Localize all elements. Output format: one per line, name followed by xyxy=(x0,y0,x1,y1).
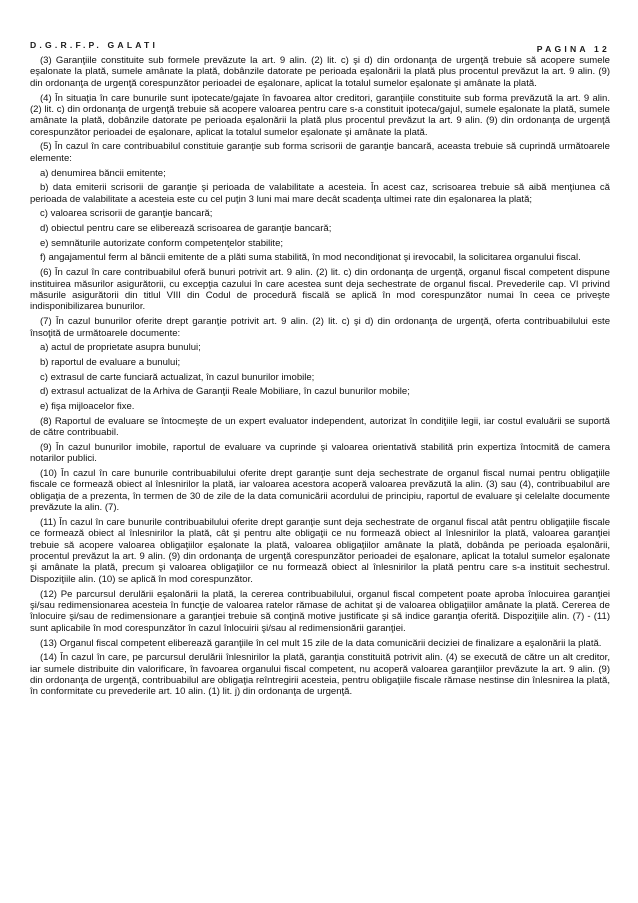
paragraph-12: (12) Pe parcursul derulării eşalonării la plată, la cererea contribuabilului, organul fiscal competent poate aproba înlocuirea garanţiei şi/sau redimensionarea acesteia în funcţie de valoarea ratelor rămase de achitat şi de valoarea obligaţiilor amânate la plată. Cererea de înlocuire şi/sau de redimensionare a garanţiei trebuie să conţină motive justificate şi să indice garanţia oferită. Dispoziţiile alin. (7) - (11) sunt aplicabile în mod corespunzător în cazul înlocuirii şi/sau al redimensionării garanţiei. xyxy=(30,588,610,634)
document-body xyxy=(30,55,610,701)
list-item-5b: b) data emiterii scrisorii de garanţie şi perioada de valabilitate a acesteia. În acest caz, scrisoarea trebuie să aibă menţiunea că perioada de valabilitate a acesteia este cu cel puţin 3 luni mai mare decât scadenţa ultimei rate din eşalonarea la plată; xyxy=(30,182,610,205)
paragraph-8: (8) Raportul de evaluare se întocmeşte de un expert evaluator independent, autorizat în condiţiile legii, iar costul evaluării se suportă de către contribuabil. xyxy=(30,415,610,439)
list-item-7b: b) raportul de evaluare a bunului; xyxy=(40,356,181,368)
header-institution: D.G.R.F.P. GALATI xyxy=(30,40,159,50)
list-item-5e: e) semnăturile autorizate conform competenţelor stabilite; xyxy=(40,237,284,249)
paragraph-5: (5) În cazul în care contribuabilul constituie garanţie sub forma scrisorii de garanţie bancară, aceasta trebuie să cuprindă următoarele elemente: xyxy=(30,141,610,164)
paragraph-13: (13) Organul fiscal competent eliberează garanţiile în cel mult 15 zile de la data comunicării deciziei de finalizare a eşalonării la plată. xyxy=(40,637,602,649)
page-header xyxy=(30,40,610,54)
paragraph-6: (6) În cazul în care contribuabilul oferă bunuri potrivit art. 9 alin. (2) lit. c) din ordonanţa de urgenţă, organul fiscal competent dispune instituirea măsurilor asigurătorii, cu excepţia cazului în care acestea sunt deja sechestrate de organul fiscal. Prevederile cap. VI privind măsurile asigurătorii din titlul VIII din Codul de procedură fiscală se aplică în mod corespunzător numai în ceea ce priveşte indisponibilizarea bunurilor. xyxy=(30,267,610,313)
paragraph-9: (9) În cazul bunurilor imobile, raportul de evaluare va cuprinde şi valoarea orientativă stabilită prin expertiza întocmită de camera notarilor publici. xyxy=(30,441,610,465)
list-item-7e: e) fişa mijloacelor fixe. xyxy=(40,401,135,413)
paragraph-14: (14) În cazul în care, pe parcursul derulării înlesnirilor la plată, garanţia constituită potrivit alin. (4) se execută de către un alt creditor, iar sumele distribuite din valorificare, în favoarea organului fiscal competent, nu acoperă valoarea garanţiilor prevăzute la art. 9 alin. (9) din ordonanţa de urgenţă, contribuabilul are obligaţia reîntregirii acesteia, pentru obligaţiile fiscale rămase nestinse din înlesnirea la plată, în conformitate cu prevederile art. 10 alin. (1) lit. j) din ordonanţa de urgenţă. xyxy=(30,652,610,698)
paragraph-11: (11) În cazul în care bunurile contribuabilului oferite drept garanţie sunt deja sechestrate de organul fiscal atât pentru obligaţiile fiscale ce formează obiect al înlesnirilor la plată, cât şi pentru alte obligaţii ce nu formează obiect al înlesnirilor la plată, valoarea garanţiei trebuie să acopere valoarea obligaţiilor eşalonate la plată, valoarea obligaţiilor amânate la plată, dobânda pe perioada eşalonării, procentul prevăzut la art. 9 alin. (9) din ordonanţa de urgenţă corespunzător perioadei de eşalonare, aplicat la totalul sumelor eşalonate şi amânate la plată, precum şi valoarea obligaţiilor ce nu formează obiect al înlesnirilor la plată pentru care s-a instituit sechestrul. Dispoziţiile alin. (10) se aplică în mod corespunzător. xyxy=(30,516,610,585)
list-item-5a: a) denumirea băncii emitente; xyxy=(40,167,166,179)
paragraph-10: (10) În cazul în care bunurile contribuabilului oferite drept garanţie sunt deja sechestrate de organul fiscal numai pentru obligaţiile fiscale ce formează obiect al înlesnirilor la plată, iar valoarea acestora acoperă valoarea prevăzută la alin. (3) sau (4), contribuabilul are obligaţia de a prezenta, în termen de 30 de zile de la data comunicării acordului de principiu, raportul de evaluare şi celelalte documente prevăzute la alin. (7). xyxy=(30,467,610,514)
list-item-5d: d) obiectul pentru care se eliberează scrisoarea de garanţie bancară; xyxy=(40,223,332,235)
paragraph-3: (3) Garanţiile constituite sub formele prevăzute la art. 9 alin. (2) lit. c) şi d) din ordonanţa de urgenţă trebuie să acopere sumele eşalonate la plată, sumele amânate la plată, dobânzile datorate pe perioada eşalonării la plată plus procentul prevăzut la art. 9 alin. (9) din ordonanţa de urgenţă corespunzător perioadei de eşalonare, aplicat la totalul sumelor eşalonate şi amânate la plată. xyxy=(30,55,610,89)
list-item-5c: c) valoarea scrisorii de garanţie bancară; xyxy=(40,208,213,220)
paragraph-4: (4) În situaţia în care bunurile sunt ipotecate/gajate în favoarea altor creditori, garanţiile constituite sub forma prevăzută la art. 9 alin. (2) lit. c) din ordonanţa de urgenţă trebuie să acopere valoarea pentru care s-a constituit ipoteca/gajul, sumele eşalonate la plată, sumele amânate la plată, dobânzile datorate pe perioada eşalonării la plată plus procentul prevăzut la art. 9 alin. (9) din ordonanţa de urgenţă corespunzător perioadei de eşalonare, aplicat la totalul sumelor eşalonate şi amânate la plată. xyxy=(30,92,610,138)
header-page-number: PAGINA 12 xyxy=(536,44,610,54)
paragraph-7: (7) În cazul bunurilor oferite drept garanţie potrivit art. 9 alin. (2) lit. c) şi d) din ordonanţa de urgenţă, oferta contribuabilului este însoţită de următoarele documente: xyxy=(30,316,610,339)
list-item-7a: a) actul de proprietate asupra bunului; xyxy=(40,342,201,354)
list-item-7d: d) extrasul actualizat de la Arhiva de Garanţii Reale Mobiliare, în cazul bunurilor mobile; xyxy=(40,386,410,398)
list-item-7c: c) extrasul de carte funciară actualizat, în cazul bunurilor imobile; xyxy=(40,371,315,383)
list-item-5f: f) angajamentul ferm al băncii emitente de a plăti suma stabilită, în mod necondiţionat şi irevocabil, la solicitarea organului fiscal. xyxy=(40,252,581,264)
